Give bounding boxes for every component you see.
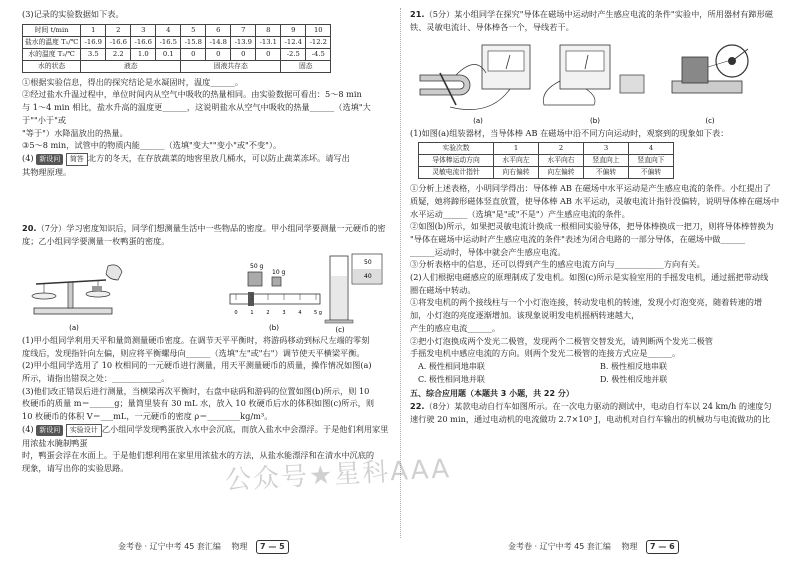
text-line: ③5～8 min，试管中的物质内能______（选填"变大""变小"或"不变"）。 (22, 140, 282, 151)
water-temperature-table (22, 24, 331, 73)
page-number: 7 — 5 (256, 540, 289, 554)
table-cell: -12.4 (281, 36, 306, 48)
text-line: 其物理原理。 (22, 166, 72, 177)
table-cell: -13.9 (231, 36, 256, 48)
footer-subject: 物理 (621, 542, 638, 551)
scale-tick: 5 g (314, 309, 322, 316)
text-line: (2)甲小组同学选用了 10 枚相同的一元硬币进行测量，用天平测量硬币的质量，操作情况如图(a) (22, 360, 372, 371)
table-cell: 2 (539, 143, 584, 155)
table-cell: 0 (256, 48, 281, 60)
table-cell: -4.5 (306, 48, 331, 60)
table-cell: 4 (156, 24, 181, 36)
table-row (419, 143, 674, 155)
footer-title: 金考卷 · 辽宁中考 45 套汇编 (118, 542, 221, 551)
option-b[interactable]: B. 极性相反地串联 (600, 361, 667, 371)
figure-label: (b) (269, 323, 279, 332)
text-line: 现象，请写出你的实验思路。 (22, 463, 129, 474)
q19-part3-intro: (3)记录的实验数据如下表。 (22, 9, 124, 19)
option-a[interactable]: A. 极性相同地串联 (418, 361, 485, 371)
question-number: 22. (410, 401, 425, 412)
table-cell: 不偏转 (629, 167, 674, 179)
table-cell: 灵敏电流计指针 (419, 167, 494, 179)
table-cell: 10 (306, 24, 331, 36)
text-line: 质疑，她将蹄形磁体竖直放置，使导体棒 AB 水平运动，灵敏电流计指针没偏转，说明导体棒在磁场中 (410, 195, 780, 206)
table-row (419, 155, 674, 167)
table-cell: -16.5 (156, 36, 181, 48)
table-cell: 水平向右 (539, 155, 584, 167)
table-row (419, 167, 674, 179)
table-cell: 3.5 (81, 48, 106, 60)
table-cell: 0 (181, 48, 206, 60)
balance-figure (32, 265, 122, 314)
q19-part4: (4) 新设问 简答 北方的冬天，在存放蔬菜的地窖里放几桶水，可以防止蔬菜冻坏。请写出 (22, 152, 392, 166)
text-line: 枚硬币的质量 m＝______g；量筒里装有 30 mL 水，放入 10 枚硬币后水的体积如图(c)所示，则 (22, 398, 375, 409)
cylinder-mark: 40 (364, 272, 372, 280)
page-number: 7 — 6 (646, 540, 679, 554)
scale-tick: 2 (266, 309, 270, 316)
table-cell: 水平向左 (494, 155, 539, 167)
figure-label: (c) (335, 325, 345, 334)
q21-figures (410, 35, 782, 127)
right-column (410, 8, 782, 426)
left-column (22, 8, 392, 475)
q19-questions (22, 76, 392, 179)
text-line: 北方的冬天，在存放蔬菜的地窖里放几桶水，可以防止蔬菜冻坏。请写出 (87, 152, 350, 163)
text-line: (3)他们改正错误后进行测量，当横梁再次平衡时，右盘中砝码和游码的位置如图(b)所示，则 10 (22, 385, 370, 396)
table-cell: 6 (206, 24, 231, 36)
q20-part4: (4) 新设问 实验设计 乙小组同学发现鸭蛋放入水中会沉底，而放入盐水中会漂浮。于是他们利用家里用浓盐水腌制鸭蛋 (22, 423, 389, 448)
table-cell: 1.0 (131, 48, 156, 60)
text-line: （7分）学习密度知识后，同学们想测量生活中一些物品的密度。甲小组同学要测量一元硬币的密度；乙小组同学要测量一枚鸭蛋的密度。 (22, 223, 386, 247)
table-cell: 导体棒运动方向 (419, 155, 494, 167)
new-question-tag: 新设问 (36, 154, 63, 165)
weight-label: 10 g (272, 268, 286, 276)
option-d[interactable]: D. 极性相反地并联 (600, 374, 668, 384)
meter-figure (543, 45, 644, 105)
cylinder-figure (325, 254, 382, 323)
text-line: 度线后，发现指针向左偏，则应将平衡螺母向______（选填"左"或"右"）调节使天平横梁平衡。 (22, 347, 365, 358)
table-cell: 向右偏转 (494, 167, 539, 179)
text-line: 产生的感应电流______。 (410, 322, 501, 333)
q20-questions (22, 334, 392, 475)
table-cell: 固液共存态 (181, 60, 281, 72)
table-cell: 7 (231, 24, 256, 36)
table-cell: 固态 (281, 60, 331, 72)
text-line: ②把小灯泡换成两个发光二极管，发现两个二极管交替发光，请判断两个发光二极管 (410, 335, 713, 346)
q22-line-1 (410, 400, 782, 413)
table-cell: 1 (81, 24, 106, 36)
right-footer (508, 540, 679, 554)
text-line: 手摇发电机中感应电流的方向。则两个发光二极管的连接方式应是______。 (410, 348, 681, 359)
question-number: 21. (410, 9, 425, 19)
table-row (23, 60, 331, 72)
text-line: （5分）某小组同学在探究"导体在磁场中运动时产生感应电流的条件"实验中，所用器材有蹄形磁铁、灵敏电流计、导体棒各一个，导线若干。 (410, 9, 773, 32)
text-line: 乙小组同学发现鸭蛋放入水中会沉底，而放入盐水中会漂浮。于是他们利用家里用浓盐水腌制鸭蛋 (22, 423, 389, 448)
text-line: 速行驶 20 min，通过电动机的电流做功 2.7×10⁵ J，电动机对自行车输出的机械功与电流做功的比 (410, 414, 770, 425)
text-line: 圈在磁场中转动。 (410, 284, 476, 295)
table-cell: 0.1 (156, 48, 181, 60)
q21-questions (410, 182, 782, 360)
weight-label: 50 g (250, 262, 264, 270)
experiment-design-tag: 实验设计 (66, 424, 102, 437)
table-cell: 实验次数 (419, 143, 494, 155)
left-footer (118, 540, 289, 554)
footer-title: 金考卷 · 辽宁中考 45 套汇编 (508, 542, 611, 551)
text-line: 10 枚硬币的体积 V＝___mL，一元硬币的密度 ρ＝________kg/m³。 (22, 411, 273, 422)
table-cell: 水的状态 (23, 60, 81, 72)
generator-figure (672, 45, 748, 93)
table-cell: 2.2 (106, 48, 131, 60)
text-line: "导体在磁场中运动时产生感应电流的条件"表述为闭合电路的一部分导体，在磁场中做______ (410, 233, 746, 244)
table-cell: 3 (584, 143, 629, 155)
q20-figures (22, 252, 392, 334)
text-line: ①分析上述表格，小明同学得出：导体棒 AB 在磁场中水平运动是产生感应电流的条件。小红提出了 (410, 183, 772, 194)
option-c[interactable]: C. 极性相同地并联 (418, 374, 485, 384)
cylinder-mark: 50 (364, 258, 372, 266)
scale-tick: 4 (298, 309, 302, 316)
text-line: 所示，请指出错误之处：____________。 (22, 372, 170, 383)
weights-and-scale-figure (230, 263, 322, 316)
table-cell: 不偏转 (584, 167, 629, 179)
table-cell: 0 (231, 48, 256, 60)
scale-tick: 3 (282, 309, 286, 316)
table-cell: 水的温度 T₂/℃ (23, 48, 81, 60)
magnet-galvanometer-figure (420, 45, 530, 110)
table-cell: 3 (131, 24, 156, 36)
table-cell: -16.9 (81, 36, 106, 48)
table-row (23, 48, 331, 60)
q21-intro (410, 8, 782, 33)
scale-tick: 0 (234, 309, 238, 316)
figure-label: (c) (705, 117, 715, 126)
text-line: ②经过盐水升温过程中，单位时间内从空气中吸收的热量相同。由实验数据可看出：5～8 min (22, 89, 362, 100)
footer-subject: 物理 (231, 542, 248, 551)
text-line: ①将发电机的两个接线柱与一个小灯泡连接，转动发电机的转速，发现小灯泡变亮，随着转速的增 (410, 297, 763, 308)
scale-tick: 1 (250, 309, 254, 316)
text-line: （8分）某款电动自行车如图所示。在一次电力驱动的测试中，电动自行车以 24 km/h 的速度匀 (424, 401, 772, 412)
table-cell: 盐水的温度 T₁/℃ (23, 36, 81, 48)
table-cell: 9 (281, 24, 306, 36)
table-cell: -12.2 (306, 36, 331, 48)
figure-label: (b) (590, 117, 600, 126)
text-line: 加，小灯泡的亮度逐渐增加。该现象说明发电机摇柄转速越大， (410, 310, 640, 321)
table-cell: -16.6 (131, 36, 156, 48)
text-line: (1)如图(a)组装器材，当导体棒 AB 在磁场中沿不同方向运动时，观察到的现象如下表： (410, 128, 729, 139)
table-cell: -15.8 (181, 36, 206, 48)
text-line: 水平运动______（选填"是"或"不是"）产生感应电流的条件。 (410, 208, 630, 219)
text-line: ③分析表格中的信息，还可以得到产生的感应电流方向与____________方向有关。 (410, 259, 705, 270)
figure-label: (a) (473, 117, 483, 126)
table-cell: 时间 t/min (23, 24, 81, 36)
table-cell: 2 (106, 24, 131, 36)
q20-intro (22, 222, 392, 247)
table-cell: 竖直向上 (584, 155, 629, 167)
table-cell: -16.6 (106, 36, 131, 48)
table-cell: 5 (181, 24, 206, 36)
text-line: ②如图(b)所示，如果把灵敏电流计换成一根相同实验导体，把导体棒换成一把刀，则将导体棒替换为 (410, 221, 774, 232)
table-cell: 竖直向下 (629, 155, 674, 167)
answer-options (410, 360, 782, 388)
table-cell: 8 (256, 24, 281, 36)
table-cell: 向左偏转 (539, 167, 584, 179)
short-answer-tag: 简答 (66, 153, 88, 166)
q20-intro-block (22, 222, 392, 247)
table-cell: 0 (206, 48, 231, 60)
text-line: 时，鸭蛋会浮在水面上。于是他们想利用在家里用浓盐水的方法，从盐水能漂浮和在清水中沉底的 (22, 450, 375, 461)
section-heading: 五、综合应用题（本题共 3 小题，共 22 分） (410, 388, 574, 398)
table-cell: 4 (629, 143, 674, 155)
new-question-tag: 新设问 (36, 425, 63, 436)
text-line: (1)甲小组同学利用天平和量筒测量硬币密度。在调节天平平衡时，将游码移动到标尺左端的零刻 (22, 334, 370, 345)
text-line: ______运动时，导体中就会产生感应电流。 (410, 246, 566, 257)
table-cell: 液态 (81, 60, 181, 72)
text-line: ①根据实验信息，得出的探究结论是水凝固时，温度______。 (22, 76, 244, 87)
watermark: 公众号★星科AAA (224, 454, 452, 496)
table-cell: -14.8 (206, 36, 231, 48)
table-cell: 1 (494, 143, 539, 155)
induction-table (418, 142, 674, 179)
text-line: (2)人们根据电磁感应的原理制成了发电机。如图(c)所示是实验室用的手摇发电机，通过摇把带动线 (410, 272, 769, 283)
text-line: "等于"）水降温放出的热量。 (22, 127, 128, 138)
table-cell: -13.1 (256, 36, 281, 48)
table-cell: -2.5 (281, 48, 306, 60)
figure-label: (a) (69, 323, 79, 332)
question-number: 20. (22, 223, 37, 234)
table-row (23, 24, 331, 36)
text-line: 与 1～4 min 相比，盐水升高的温度更______，这说明盐水从空气中吸收的热量______（选填"大于""小于"或 (22, 102, 371, 125)
table-row (23, 36, 331, 48)
